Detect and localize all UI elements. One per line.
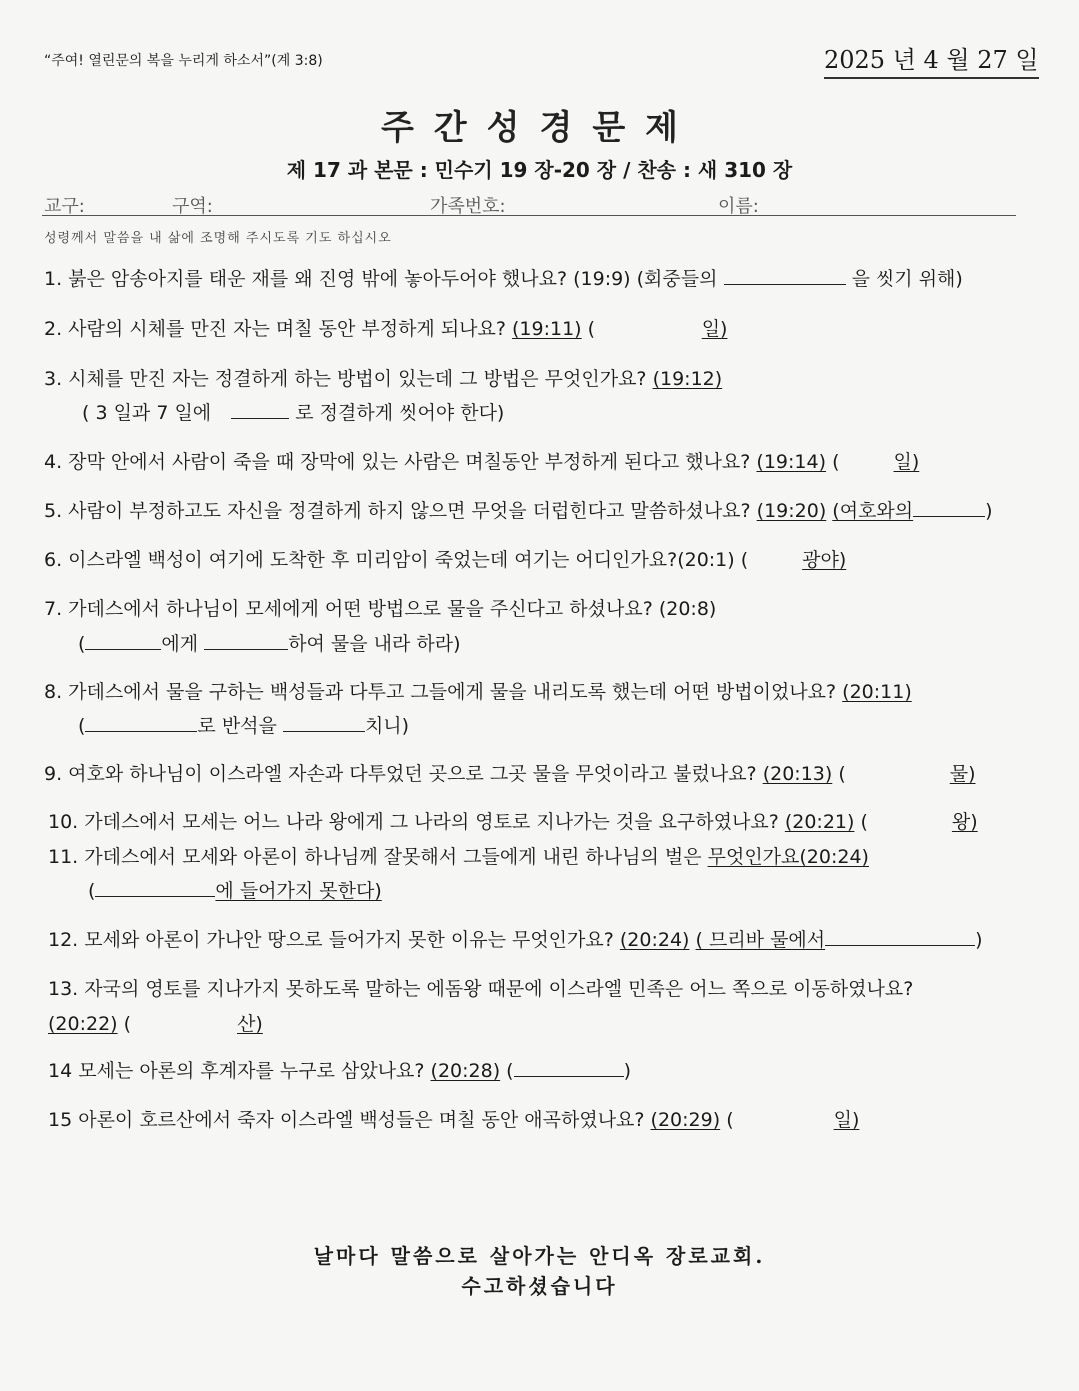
question-6 [44,545,846,572]
answer-blank[interactable] [85,631,161,650]
answer-blank[interactable]: 일) [833,1109,860,1131]
district-label: 교구: [44,196,85,217]
answer-blank[interactable] [913,498,985,517]
answer-blank[interactable]: 광야) [802,549,847,571]
question-7-text: 7. 가데스에서 하나님이 모세에게 어떤 방법으로 물을 주신다고 하셨나요? (20:8) [44,598,717,620]
verse-ref: (20:11) [842,681,912,703]
verse-ref: (20:21) [784,811,855,833]
question-8 [44,677,912,704]
verse-ref: (20:29) [650,1109,721,1131]
question-3-answer [82,398,504,425]
answer-blank[interactable]: ( [587,318,596,340]
footer-church: 날마다 말씀으로 살아가는 안디옥 장로교회. [313,1244,766,1268]
family-number-label: 가족번호: [430,196,506,217]
question-13-text: 13. 자국의 영토를 지나가지 못하도록 말하는 에돔왕 때문에 이스라엘 민족은 어느 쪽으로 이동하였나요? [48,978,914,1000]
question-14-text: 14 모세는 아론의 후계자를 누구로 삼았나요? [48,1060,425,1082]
question-15: 15 아론이 호르산에서 죽자 이스라엘 백성들은 며칠 동안 애곡하였나요? (20:29) ( 일) [48,1109,860,1131]
answer-blank[interactable] [85,713,197,732]
question-7 [44,594,716,621]
verse-ref: (20:22) [48,1013,118,1035]
question-4-text: 4. 장막 안에서 사람이 죽을 때 장막에 있는 사람은 며칠동안 부정하게 된다고 했나요? [44,451,751,473]
answer-blank[interactable] [514,1058,624,1077]
answer-blank[interactable]: 왕) [951,811,978,833]
question-3-text: 3. 시체를 만진 자는 정결하게 하는 방법이 있는데 그 방법은 무엇인가요? [44,368,647,390]
question-2-text: 2. 사람의 시체를 만진 자는 며칠 동안 부정하게 되나요? [44,318,506,340]
verse-ref: (19:14) [756,451,827,473]
answer-blank[interactable]: 산) [237,1013,263,1035]
question-3 [44,364,722,391]
answer-blank[interactable]: 물) [949,763,976,785]
question-11-answer: ( 에 들어가지 못한다) [88,880,382,902]
question-9: 9. 여호와 하나님이 이스라엘 자손과 다투었던 곳으로 그곳 물을 무엇이라고 불렀나요? (20:13) ( 물) [44,763,976,785]
question-14: 14 모세는 아론의 후계자를 누구로 삼았나요? (20:28) ( ) [48,1060,632,1082]
verse-ref: (20:13) [762,763,833,785]
page-title: 주간성경문제 [380,108,699,148]
lesson-info: 제 17 과 본문 : 민수기 19 장-20 장 / 찬송 : 새 310 장 [286,158,793,182]
footer-thanks: 수고하셨습니다 [461,1274,618,1298]
question-5-text: 5. 사람이 부정하고도 자신을 정결하게 하지 않으면 무엇을 더럽힌다고 말씀하셨나요? [44,500,751,522]
question-7-answer: ( 에게 하여 물을 내라 하라) [78,633,461,655]
zone-label: 구역: [172,196,213,217]
verse-ref: (20:28) [430,1060,501,1082]
question-6-text: 6. 이스라엘 백성이 여기에 도착한 후 미리암이 죽었는데 여기는 어디인가요?(20:1) ( [44,549,749,571]
verse-ref: (20:24) [619,929,690,951]
verse-ref: (19:12) [652,368,723,390]
answer-blank[interactable] [283,713,365,732]
answer-blank[interactable] [95,878,215,897]
question-12: 12. 모세와 아론이 가나안 땅으로 들어가지 못한 이유는 무엇인가요? (20:24) ( 므리바 물에서 ) [48,929,983,951]
question-11-text: 11. 가데스에서 모세와 아론이 하나님께 잘못해서 그들에게 내린 하나님의 벌은 [48,846,702,868]
question-15-text: 15 아론이 호르산에서 죽자 이스라엘 백성들은 며칠 동안 애곡하였나요? [48,1109,645,1131]
answer-blank[interactable] [204,631,288,650]
verse-ref: (19:11) [512,318,582,340]
question-10-text: 10. 가데스에서 모세는 어느 나라 왕에게 그 나라의 영토로 지나가는 것을 요구하였나요? [48,811,779,833]
question-9-text: 9. 여호와 하나님이 이스라엘 자손과 다투었던 곳으로 그곳 물을 무엇이라고 불렀나요? [44,763,757,785]
question-8-answer: ( 로 반석을 치니) [78,715,410,737]
question-8-text: 8. 가데스에서 물을 구하는 백성들과 다투고 그들에게 물을 내리도록 했는데 어떤 방법이었나요? [44,681,837,703]
answer-blank[interactable] [825,927,975,946]
verse-ref: 무엇인가요(20:24) [707,846,869,868]
answer-prefix: ( 3 일과 7 일에 [82,402,212,424]
question-13 [48,974,913,1001]
verse-ref: (19:20) [756,500,827,522]
question-4: 4. 장막 안에서 사람이 죽을 때 장막에 있는 사람은 며칠동안 부정하게 된다고 했나요? (19:14) ( 일) [44,451,920,473]
info-divider [42,215,1016,216]
name-label: 이름: [718,196,759,217]
question-2 [44,314,727,341]
question-13-answer: (20:22) ( 산) [48,1013,263,1035]
question-5: 5. 사람이 부정하고도 자신을 정결하게 하지 않으면 무엇을 더럽힌다고 말씀하셨나요? (19:20) (여호와의 ) [44,500,993,522]
motto: “주여! 열린문의 복을 누리게 하소서”(계 3:8) [44,53,323,69]
question-1-tail: 을 씻기 위해) [851,268,963,290]
date: 2025 년 4 월 27 일 [824,40,1039,79]
question-1 [44,264,963,291]
question-11 [48,842,869,869]
answer-blank[interactable]: 일) [893,451,920,473]
question-2-tail: 일) [701,318,728,340]
answer-blank[interactable] [231,400,289,419]
answer-blank[interactable] [724,266,846,285]
answer-suffix: 로 정결하게 씻어야 한다) [295,402,505,424]
question-12-text: 12. 모세와 아론이 가나안 땅으로 들어가지 못한 이유는 무엇인가요? [48,929,614,951]
question-10: 10. 가데스에서 모세는 어느 나라 왕에게 그 나라의 영토로 지나가는 것을 요구하였나요? (20:21) ( 왕) [48,811,978,833]
prayer-instruction: 성령께서 말씀을 내 삶에 조명해 주시도록 기도 하십시오 [44,231,392,246]
question-1-text: 1. 붉은 암송아지를 태운 재를 왜 진영 밖에 놓아두어야 했나요? (19:9) (회중들의 [44,268,718,290]
